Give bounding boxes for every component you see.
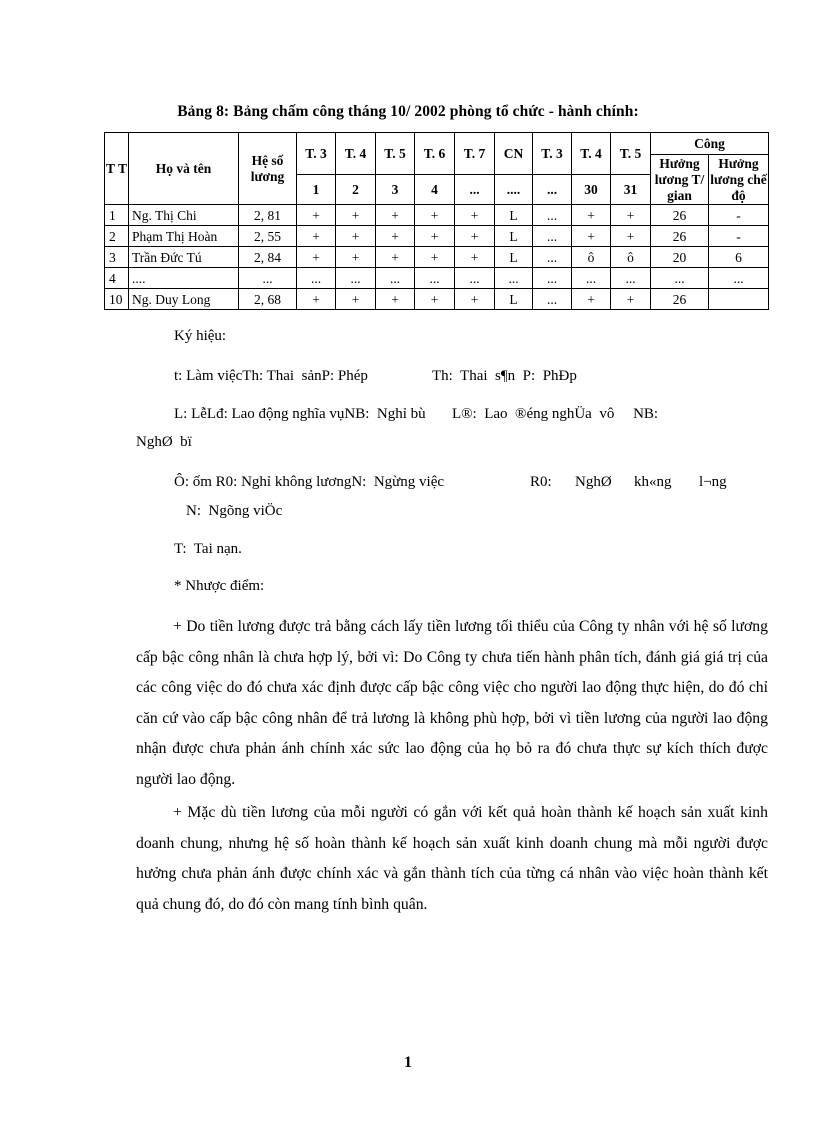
table-row <box>105 247 769 268</box>
days-regime-paid: - <box>709 226 769 247</box>
row-index: 10 <box>105 289 129 310</box>
day-mark: + <box>336 289 376 310</box>
legend-line3-nghi: NghØ <box>575 474 612 490</box>
legend-line1: t: Làm việcTh: Thai sảnP: Phép <box>174 368 368 384</box>
day-mark: + <box>415 247 455 268</box>
day-label: T. 5 <box>376 133 415 175</box>
day-mark: + <box>336 247 376 268</box>
legend-line3-r0: R0: <box>530 474 552 490</box>
paragraph: + Do tiền lương được trả bằng cách lấy tiền lương tối thiểu của Công ty nhân với hệ số lương cấp bậc công nhân là chưa hợp lý, bởi vì: Do Công ty chưa tiến hành phân tích, đánh giá giá trị của các công việc do đó chưa xác định được cấp bậc công việc cho người lao động thực hiện, do đó chỉ căn cứ vào cấp bậc công nhân để trả lương là không phù hợp, bởi vì tiền lương của người lao động nhận được chưa phản ánh chính xác sức lao động của họ bỏ ra đó chưa thực sự kích thích được người lao động. <box>136 618 768 788</box>
days-time-paid: 26 <box>651 226 709 247</box>
salary-coefficient: 2, 55 <box>239 226 297 247</box>
days-time-paid: 26 <box>651 289 709 310</box>
day-mark: ... <box>297 268 336 289</box>
legend-line3-luong: l¬ng <box>699 474 727 490</box>
day-mark: + <box>455 247 495 268</box>
legend-line3: Ô: ốm R0: Nghỉ không lươngN: Ngừng việc <box>174 474 445 490</box>
row-index: 2 <box>105 226 129 247</box>
row-index: 3 <box>105 247 129 268</box>
day-number: 4 <box>415 175 455 205</box>
header-cong-regime: Hưởng lương chế độ <box>710 155 767 203</box>
day-label: T. 4 <box>572 133 611 175</box>
day-number: .... <box>495 175 533 205</box>
day-mark: L <box>495 226 533 247</box>
legend-line4: T: Tai nạn. <box>174 541 242 557</box>
days-regime-paid: - <box>709 205 769 226</box>
table-row <box>105 226 769 247</box>
days-time-paid: 20 <box>651 247 709 268</box>
day-mark: ... <box>533 247 572 268</box>
day-mark: + <box>376 205 415 226</box>
employee-name: Phạm Thị Hoàn <box>129 226 239 247</box>
attendance-table <box>104 132 769 310</box>
salary-coefficient: 2, 84 <box>239 247 297 268</box>
day-label: T. 6 <box>415 133 455 175</box>
employee-name: Ng. Thị Chi <box>129 205 239 226</box>
day-mark: L <box>495 205 533 226</box>
employee-name: Trần Đức Tú <box>129 247 239 268</box>
day-mark: + <box>376 247 415 268</box>
day-mark: ... <box>336 268 376 289</box>
day-mark: ... <box>376 268 415 289</box>
day-mark: + <box>455 226 495 247</box>
legend-line3-cont: N: Ngõng viÖc <box>186 503 283 519</box>
header-cong-time: Hưởng lương T/ gian <box>651 155 709 205</box>
legend-line2: L: LễLđ: Lao động nghĩa vụNB: Nghỉ bù <box>174 406 426 422</box>
section-heading: * Nhược điểm: <box>174 578 265 594</box>
day-mark: + <box>297 205 336 226</box>
day-mark: + <box>336 205 376 226</box>
days-time-paid: ... <box>651 268 709 289</box>
day-label: T. 4 <box>336 133 376 175</box>
day-mark: + <box>572 226 611 247</box>
day-number: 30 <box>572 175 611 205</box>
table-title: Bảng 8: Bảng chấm công tháng 10/ 2002 phòng tổ chức - hành chính: <box>177 103 639 120</box>
day-mark: + <box>376 226 415 247</box>
employee-name: Ng. Duy Long <box>129 289 239 310</box>
day-mark: ... <box>533 268 572 289</box>
employee-name: .... <box>129 268 239 289</box>
day-label: T. 3 <box>533 133 572 175</box>
day-mark: + <box>415 289 455 310</box>
header-tt: T T <box>105 133 129 205</box>
day-mark: + <box>611 289 651 310</box>
legend-line2-cont: NghØ bï <box>136 434 192 450</box>
day-number: ... <box>533 175 572 205</box>
day-mark: L <box>495 289 533 310</box>
header-name: Họ và tên <box>129 133 239 205</box>
day-mark: + <box>297 247 336 268</box>
day-mark: ... <box>533 226 572 247</box>
day-mark: + <box>455 289 495 310</box>
legend-line3-khong: kh«ng <box>634 474 672 490</box>
day-mark: ... <box>415 268 455 289</box>
header-coef: Hệ số lương <box>239 133 297 205</box>
day-mark: + <box>297 226 336 247</box>
day-mark: + <box>572 205 611 226</box>
day-label: T. 7 <box>455 133 495 175</box>
salary-coefficient: 2, 81 <box>239 205 297 226</box>
day-label: T. 5 <box>611 133 651 175</box>
day-label: T. 3 <box>297 133 336 175</box>
day-mark: ... <box>572 268 611 289</box>
day-mark: ô <box>572 247 611 268</box>
table-row <box>105 268 769 289</box>
days-regime-paid: 6 <box>709 247 769 268</box>
day-mark: ... <box>611 268 651 289</box>
row-index: 1 <box>105 205 129 226</box>
day-mark: + <box>455 205 495 226</box>
day-mark: + <box>336 226 376 247</box>
day-mark: + <box>572 289 611 310</box>
day-mark: + <box>611 205 651 226</box>
day-number: 1 <box>297 175 336 205</box>
day-mark: ô <box>611 247 651 268</box>
day-mark: ... <box>533 289 572 310</box>
days-regime-paid: ... <box>709 268 769 289</box>
day-mark: + <box>415 205 455 226</box>
salary-coefficient: 2, 68 <box>239 289 297 310</box>
day-number: 3 <box>376 175 415 205</box>
day-mark: L <box>495 247 533 268</box>
days-time-paid: 26 <box>651 205 709 226</box>
legend-line1-alt: Th: Thai s¶n P: PhÐp <box>432 368 577 384</box>
day-label: CN <box>495 133 533 175</box>
table-row <box>105 289 769 310</box>
days-regime-paid <box>709 289 769 310</box>
day-mark: + <box>611 226 651 247</box>
day-number: 31 <box>611 175 651 205</box>
legend-heading: Ký hiệu: <box>174 328 227 344</box>
paragraph: + Mặc dù tiền lương của mỗi người có gắn với kết quả hoàn thành kế hoạch sản xuất kinh doanh chung, nhưng hệ số hoàn thành kế hoạch sản xuất kinh doanh chung mà mỗi người được hưởng chưa phản ánh được chính xác và gắn thành tích của từng cá nhân vào việc hoàn thành kết quả chung đó, do đó còn mang tính bình quân. <box>136 804 768 913</box>
legend-line2-alt: L®: Lao ®éng nghÜa vô NB: <box>452 406 659 422</box>
page-number: 1 <box>404 1054 412 1071</box>
day-number: ... <box>455 175 495 205</box>
day-mark: ... <box>455 268 495 289</box>
day-mark: + <box>297 289 336 310</box>
row-index: 4 <box>105 268 129 289</box>
body-text <box>136 612 768 923</box>
day-mark: ... <box>495 268 533 289</box>
salary-coefficient: ... <box>239 268 297 289</box>
day-mark: + <box>415 226 455 247</box>
header-cong: Công <box>651 133 769 155</box>
day-mark: + <box>376 289 415 310</box>
table-row <box>105 205 769 226</box>
day-mark: ... <box>533 205 572 226</box>
day-number: 2 <box>336 175 376 205</box>
